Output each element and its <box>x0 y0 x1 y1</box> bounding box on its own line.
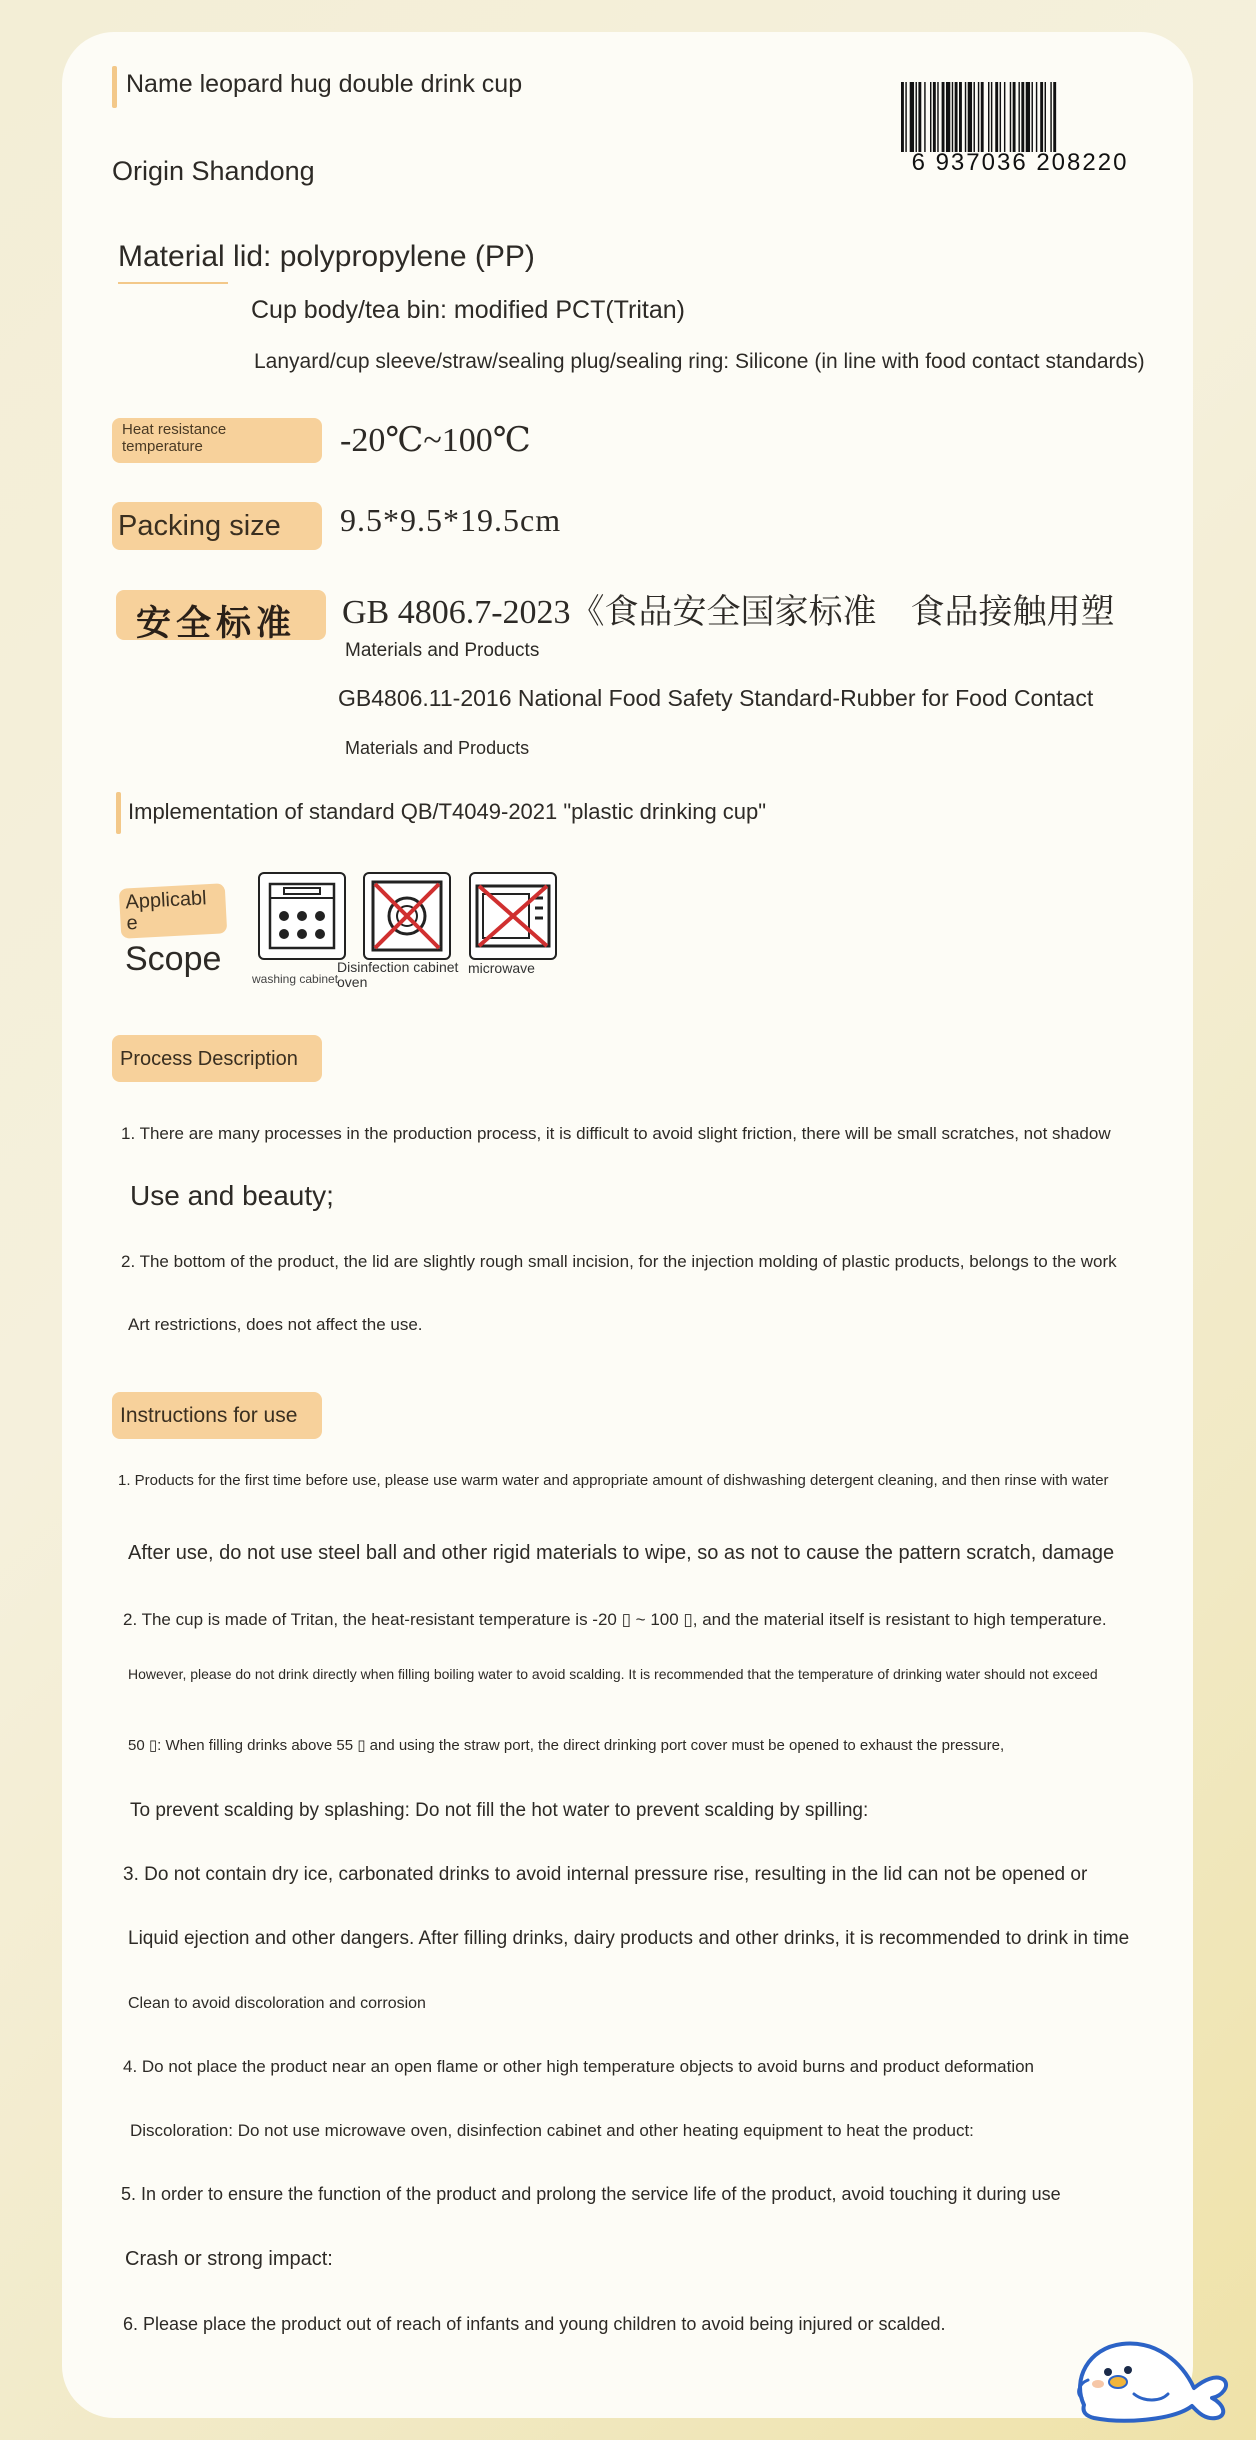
scope-label-tag <box>119 883 227 938</box>
barcode-bar <box>978 82 979 152</box>
disinfection-cabinet-icon <box>363 872 451 960</box>
barcode-bar <box>901 82 904 152</box>
barcode-bar <box>1045 82 1046 152</box>
safety-label: 安全标准 <box>136 604 297 643</box>
barcode-bar <box>1010 82 1011 152</box>
safety-line-2: Materials and Products <box>345 640 540 661</box>
implementation-accent-bar <box>116 792 121 834</box>
material-underline <box>118 282 228 284</box>
scope-caption-disinfection: Disinfection cabinet oven <box>337 959 459 990</box>
barcode-bar <box>952 82 953 152</box>
instructions-line-7: 3. Do not contain dry ice, carbonated drinks to avoid internal pressure rise, resulting in the lid can not be opened or <box>123 1864 1088 1885</box>
process-line-2: Use and beauty; <box>130 1180 334 1211</box>
barcode-bar <box>1000 82 1001 152</box>
scope-caption-washing: washing cabinet <box>252 972 339 986</box>
instructions-line-8: Liquid ejection and other dangers. After filling drinks, dairy products and other drinks, it is recommended to drink in time <box>128 1928 1130 1949</box>
barcode-bar <box>955 82 958 152</box>
barcode-bar <box>1026 82 1030 152</box>
barcode-bar <box>946 82 950 152</box>
barcode-bar <box>995 82 998 152</box>
instructions-line-9: Clean to avoid discoloration and corrosion <box>128 1995 426 2012</box>
instructions-line-5: 50 ▯: When filling drinks above 55 ▯ and using the straw port, the direct drinking port cover must be opened to exhaust the pressure, <box>128 1737 1005 1754</box>
barcode-bar <box>1053 82 1056 152</box>
packing-label: Packing size <box>118 510 281 542</box>
instructions-line-2: After use, do not use steel ball and other rigid materials to wipe, so as not to cause the pattern scratch, damage <box>128 1542 1115 1564</box>
barcode-bar <box>988 82 989 152</box>
material-accessories: Lanyard/cup sleeve/straw/sealing plug/sealing ring: Silicone (in line with food contact standards) <box>254 350 1145 373</box>
seal-mascot-icon <box>1064 2310 1234 2430</box>
safety-line-1: GB 4806.7-2023《食品安全国家标准 食品接触用塑 <box>342 594 1115 631</box>
instructions-line-11: Discoloration: Do not use microwave oven, disinfection cabinet and other heating equipment to heat the product: <box>130 2121 974 2140</box>
barcode-image <box>897 80 1143 172</box>
safety-line-4: Materials and Products <box>345 738 530 758</box>
instructions-label-tag <box>112 1392 322 1439</box>
instructions-line-3: 2. The cup is made of Tritan, the heat-resistant temperature is -20 ▯ ~ 100 ▯, and the material itself is resistant to high temperature. <box>123 1610 1107 1629</box>
barcode-bar <box>968 82 972 152</box>
instructions-label: Instructions for use <box>120 1404 298 1427</box>
scope-caption-microwave: microwave <box>468 960 535 976</box>
barcode-bar <box>930 82 931 152</box>
process-label: Process Description <box>120 1048 298 1070</box>
material-body: Cup body/tea bin: modified PCT(Tritan) <box>251 296 685 324</box>
microwave-icon <box>469 872 557 960</box>
barcode-bar <box>1032 82 1033 152</box>
instructions-line-13: Crash or strong impact: <box>125 2248 333 2270</box>
barcode-bar <box>1040 82 1043 152</box>
barcode-bar <box>1021 82 1024 152</box>
instructions-line-1: 1. Products for the first time before use, please use warm water and appropriate amount of dishwashing detergent cleaning, and then rinse with water <box>118 1472 1109 1489</box>
barcode-bar <box>937 82 938 152</box>
process-label-tag <box>112 1035 322 1082</box>
barcode-number: 6 937036 208220 <box>911 149 1129 172</box>
dishwasher-icon <box>258 872 346 960</box>
heat-value: -20℃~100℃ <box>340 422 531 459</box>
barcode-bar <box>933 82 936 152</box>
barcode-bar <box>959 82 962 152</box>
implementation-standard: Implementation of standard QB/T4049-2021 "plastic drinking cup" <box>128 799 767 824</box>
barcode-bar <box>924 82 925 152</box>
process-line-4: Art restrictions, does not affect the use. <box>128 1315 423 1334</box>
safety-label-tag <box>116 590 326 643</box>
scope-label-top: Applicabl e <box>124 887 208 935</box>
barcode-bar <box>981 82 984 152</box>
packing-label-tag <box>112 502 322 550</box>
barcode-bar <box>1036 82 1037 152</box>
origin-text: Origin Shandong <box>112 156 315 186</box>
heat-label-tag <box>112 418 322 463</box>
instructions-line-4: However, please do not drink directly when filling boiling water to avoid scalding. It is recommended that the temperature of drinking water should not exceed <box>128 1666 1098 1682</box>
barcode-bar <box>1018 82 1019 152</box>
instructions-line-14: 6. Please place the product out of reach of infants and young children to avoid being injured or scalded. <box>123 2314 946 2334</box>
barcode-bar <box>916 82 917 152</box>
barcode-bar <box>918 82 921 152</box>
instructions-line-10: 4. Do not place the product near an open flame or other high temperature objects to avoid burns and product deformation <box>123 2057 1035 2076</box>
packing-value: 9.5*9.5*19.5cm <box>340 502 562 538</box>
barcode-bar <box>974 82 975 152</box>
barcode-bar <box>1050 82 1051 152</box>
barcode-bar <box>965 82 966 152</box>
barcode-bar <box>905 82 906 152</box>
barcode-bar <box>991 82 992 152</box>
material-lid: Material lid: polypropylene (PP) <box>118 240 535 273</box>
process-line-3: 2. The bottom of the product, the lid are slightly rough small incision, for the injection molding of plastic products, belongs to the work <box>121 1252 1117 1271</box>
barcode-bar <box>1013 82 1016 152</box>
scope-label-bottom: Scope <box>125 940 222 978</box>
heat-label: Heat resistance temperature <box>122 421 227 455</box>
barcode-bar <box>1004 82 1005 152</box>
instructions-line-12: 5. In order to ensure the function of the product and prolong the service life of the product, avoid touching it during use <box>121 2184 1061 2204</box>
barcode-bar <box>910 82 914 152</box>
safety-line-3: GB4806.11-2016 National Food Safety Standard-Rubber for Food Contact <box>338 685 1094 711</box>
product-name: Name leopard hug double drink cup <box>126 70 523 98</box>
instructions-line-6: To prevent scalding by splashing: Do not fill the hot water to prevent scalding by spilling: <box>130 1800 869 1821</box>
name-accent-bar <box>112 66 117 108</box>
process-line-1: 1. There are many processes in the production process, it is difficult to avoid slight friction, there will be small scratches, not shadow <box>121 1124 1111 1143</box>
barcode-bar <box>942 82 945 152</box>
